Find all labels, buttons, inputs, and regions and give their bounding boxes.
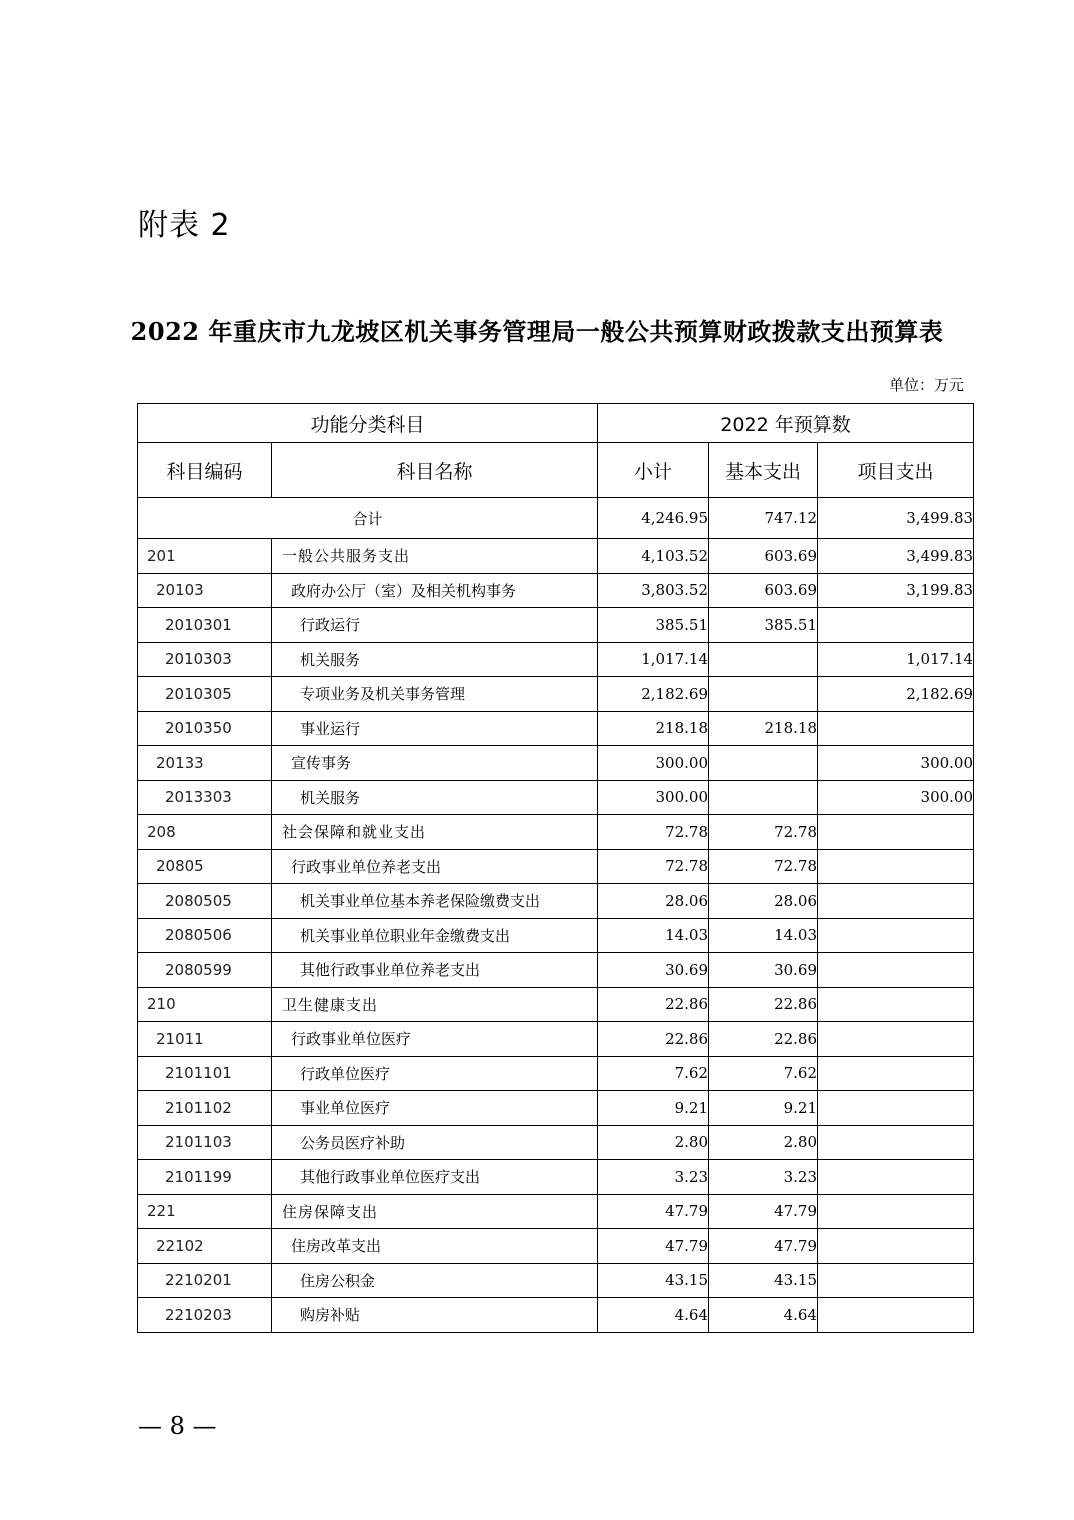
row-code: 2080505 <box>138 884 272 919</box>
header-functional-classification: 功能分类科目 <box>138 404 598 443</box>
row-basic: 72.78 <box>709 849 818 884</box>
row-subtotal: 30.69 <box>598 953 709 988</box>
header-basic: 基本支出 <box>709 443 818 498</box>
row-basic: 7.62 <box>709 1056 818 1091</box>
row-subtotal: 47.79 <box>598 1194 709 1229</box>
table-row <box>138 780 974 815</box>
row-basic: 2.80 <box>709 1125 818 1160</box>
row-code: 2101101 <box>138 1056 272 1091</box>
row-code: 2010350 <box>138 711 272 746</box>
row-code: 2080599 <box>138 953 272 988</box>
row-basic: 9.21 <box>709 1091 818 1126</box>
row-subtotal: 14.03 <box>598 918 709 953</box>
table-row <box>138 987 974 1022</box>
row-name: 行政事业单位医疗 <box>272 1022 598 1057</box>
row-project <box>818 1022 974 1057</box>
row-code: 2010301 <box>138 608 272 643</box>
row-name: 专项业务及机关事务管理 <box>272 677 598 712</box>
header-row-columns <box>138 443 974 498</box>
row-code: 20805 <box>138 849 272 884</box>
total-project: 3,499.83 <box>818 498 974 539</box>
row-project <box>818 953 974 988</box>
page-title: 2022 年重庆市九龙坡区机关事务管理局一般公共预算财政拨款支出预算表 <box>130 317 944 346</box>
row-name: 行政运行 <box>272 608 598 643</box>
row-name: 社会保障和就业支出 <box>272 815 598 850</box>
row-subtotal: 3,803.52 <box>598 573 709 608</box>
row-subtotal: 72.78 <box>598 849 709 884</box>
row-basic: 47.79 <box>709 1229 818 1264</box>
row-code: 2101199 <box>138 1160 272 1195</box>
row-basic <box>709 780 818 815</box>
row-subtotal: 7.62 <box>598 1056 709 1091</box>
row-code: 22102 <box>138 1229 272 1264</box>
row-project: 2,182.69 <box>818 677 974 712</box>
row-name: 机关事业单位职业年金缴费支出 <box>272 918 598 953</box>
row-subtotal: 4,103.52 <box>598 539 709 574</box>
row-basic: 22.86 <box>709 987 818 1022</box>
table-row <box>138 1125 974 1160</box>
table-row <box>138 953 974 988</box>
row-project: 3,199.83 <box>818 573 974 608</box>
table-row <box>138 918 974 953</box>
table-row <box>138 608 974 643</box>
row-project <box>818 1263 974 1298</box>
row-subtotal: 22.86 <box>598 987 709 1022</box>
row-code: 2210201 <box>138 1263 272 1298</box>
table-row <box>138 677 974 712</box>
row-name: 事业运行 <box>272 711 598 746</box>
header-row-group <box>138 404 974 443</box>
row-subtotal: 1,017.14 <box>598 642 709 677</box>
row-subtotal: 218.18 <box>598 711 709 746</box>
total-row <box>138 498 974 539</box>
row-basic: 603.69 <box>709 539 818 574</box>
row-project <box>818 1160 974 1195</box>
row-name: 卫生健康支出 <box>272 987 598 1022</box>
row-code: 221 <box>138 1194 272 1229</box>
row-code: 201 <box>138 539 272 574</box>
row-subtotal: 28.06 <box>598 884 709 919</box>
row-name: 购房补贴 <box>272 1298 598 1333</box>
row-basic: 4.64 <box>709 1298 818 1333</box>
row-subtotal: 72.78 <box>598 815 709 850</box>
table-row <box>138 884 974 919</box>
row-project <box>818 711 974 746</box>
row-basic: 72.78 <box>709 815 818 850</box>
row-basic: 30.69 <box>709 953 818 988</box>
row-name: 其他行政事业单位养老支出 <box>272 953 598 988</box>
row-name: 住房保障支出 <box>272 1194 598 1229</box>
unit-label: 单位：万元 <box>888 376 964 394</box>
row-subtotal: 4.64 <box>598 1298 709 1333</box>
row-subtotal: 22.86 <box>598 1022 709 1057</box>
row-subtotal: 2.80 <box>598 1125 709 1160</box>
row-project: 300.00 <box>818 746 974 781</box>
table-row <box>138 849 974 884</box>
row-code: 2210203 <box>138 1298 272 1333</box>
row-code: 208 <box>138 815 272 850</box>
total-subtotal: 4,246.95 <box>598 498 709 539</box>
table-row <box>138 1229 974 1264</box>
row-code: 2080506 <box>138 918 272 953</box>
row-project <box>818 918 974 953</box>
page-number: — 8 — <box>138 1412 217 1440</box>
header-budget-2022: 2022 年预算数 <box>598 404 974 443</box>
table-row <box>138 573 974 608</box>
row-code: 2010303 <box>138 642 272 677</box>
row-code: 21011 <box>138 1022 272 1057</box>
row-basic: 47.79 <box>709 1194 818 1229</box>
row-project <box>818 987 974 1022</box>
table-row <box>138 1194 974 1229</box>
row-project <box>818 1056 974 1091</box>
header-project: 项目支出 <box>818 443 974 498</box>
row-code: 210 <box>138 987 272 1022</box>
row-name: 住房改革支出 <box>272 1229 598 1264</box>
row-name: 行政单位医疗 <box>272 1056 598 1091</box>
header-subtotal: 小计 <box>598 443 709 498</box>
row-project <box>818 815 974 850</box>
row-basic: 43.15 <box>709 1263 818 1298</box>
row-subtotal: 2,182.69 <box>598 677 709 712</box>
row-project <box>818 849 974 884</box>
row-basic: 22.86 <box>709 1022 818 1057</box>
row-code: 2101102 <box>138 1091 272 1126</box>
row-code: 2010305 <box>138 677 272 712</box>
row-name: 政府办公厅（室）及相关机构事务 <box>272 573 598 608</box>
row-project <box>818 1125 974 1160</box>
row-name: 机关事业单位基本养老保险缴费支出 <box>272 884 598 919</box>
budget-table <box>137 403 974 1333</box>
table-row <box>138 1160 974 1195</box>
row-basic: 603.69 <box>709 573 818 608</box>
row-name: 住房公积金 <box>272 1263 598 1298</box>
row-code: 2013303 <box>138 780 272 815</box>
row-project <box>818 884 974 919</box>
table-row <box>138 1263 974 1298</box>
row-project <box>818 1298 974 1333</box>
row-subtotal: 9.21 <box>598 1091 709 1126</box>
row-basic <box>709 677 818 712</box>
row-subtotal: 3.23 <box>598 1160 709 1195</box>
row-basic: 14.03 <box>709 918 818 953</box>
row-code: 20103 <box>138 573 272 608</box>
header-code: 科目编码 <box>138 443 272 498</box>
table-row <box>138 711 974 746</box>
table-row <box>138 815 974 850</box>
row-project <box>818 608 974 643</box>
row-name: 行政事业单位养老支出 <box>272 849 598 884</box>
row-subtotal: 300.00 <box>598 746 709 781</box>
row-basic: 3.23 <box>709 1160 818 1195</box>
table-row <box>138 746 974 781</box>
row-code: 20133 <box>138 746 272 781</box>
row-subtotal: 385.51 <box>598 608 709 643</box>
table-row <box>138 539 974 574</box>
row-subtotal: 43.15 <box>598 1263 709 1298</box>
row-project <box>818 1091 974 1126</box>
table-row <box>138 1056 974 1091</box>
row-project: 300.00 <box>818 780 974 815</box>
row-subtotal: 300.00 <box>598 780 709 815</box>
total-label: 合计 <box>138 498 598 539</box>
row-subtotal: 47.79 <box>598 1229 709 1264</box>
row-basic: 218.18 <box>709 711 818 746</box>
row-name: 宣传事务 <box>272 746 598 781</box>
row-project <box>818 1194 974 1229</box>
row-name: 一般公共服务支出 <box>272 539 598 574</box>
table-row <box>138 1091 974 1126</box>
table-row <box>138 1022 974 1057</box>
row-basic: 28.06 <box>709 884 818 919</box>
total-basic: 747.12 <box>709 498 818 539</box>
row-name: 公务员医疗补助 <box>272 1125 598 1160</box>
table-row <box>138 1298 974 1333</box>
row-project: 1,017.14 <box>818 642 974 677</box>
annex-label: 附表 2 <box>138 208 231 243</box>
header-name: 科目名称 <box>272 443 598 498</box>
row-project: 3,499.83 <box>818 539 974 574</box>
row-name: 机关服务 <box>272 642 598 677</box>
row-project <box>818 1229 974 1264</box>
row-basic <box>709 642 818 677</box>
row-basic: 385.51 <box>709 608 818 643</box>
row-code: 2101103 <box>138 1125 272 1160</box>
table-row <box>138 642 974 677</box>
row-name: 事业单位医疗 <box>272 1091 598 1126</box>
row-name: 机关服务 <box>272 780 598 815</box>
row-basic <box>709 746 818 781</box>
row-name: 其他行政事业单位医疗支出 <box>272 1160 598 1195</box>
